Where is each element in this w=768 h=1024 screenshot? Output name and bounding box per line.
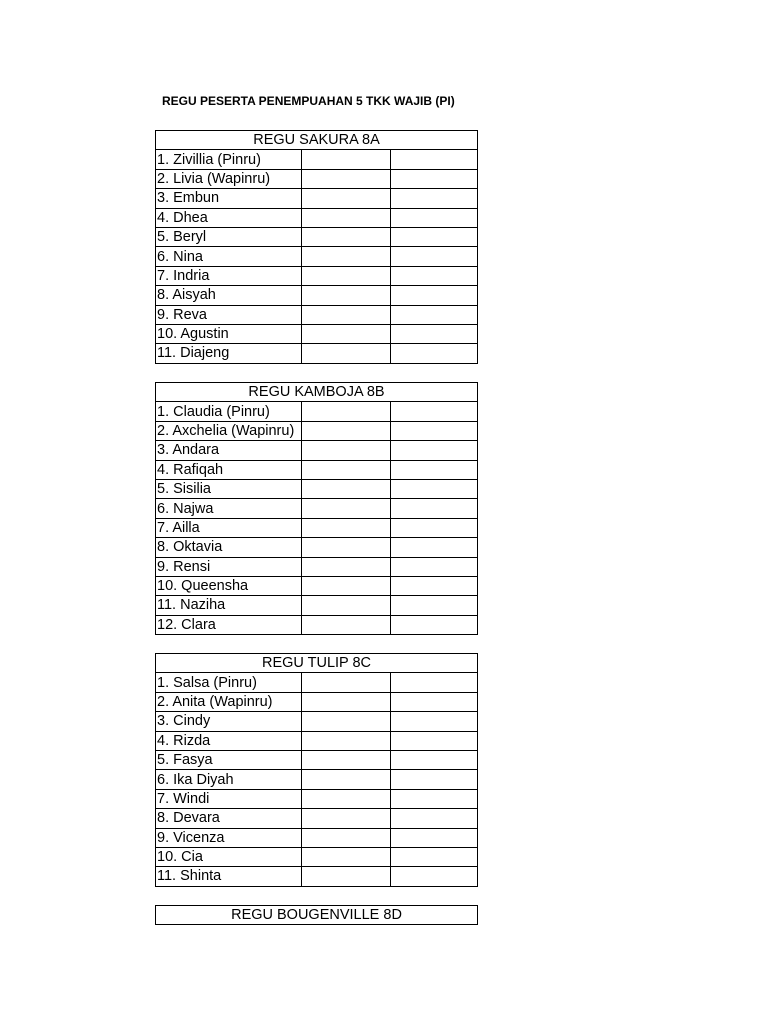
member-name-cell: 6. Ika Diyah bbox=[156, 770, 302, 789]
empty-cell bbox=[302, 538, 391, 557]
member-name-cell: 8. Oktavia bbox=[156, 538, 302, 557]
empty-cell bbox=[302, 557, 391, 576]
empty-cell bbox=[391, 421, 478, 440]
member-name-cell: 6. Nina bbox=[156, 247, 302, 266]
empty-cell bbox=[391, 169, 478, 188]
table-row bbox=[156, 460, 478, 479]
table-row bbox=[156, 266, 478, 285]
regu-table-bougenville bbox=[155, 905, 477, 925]
table-row bbox=[156, 189, 478, 208]
member-name-cell: 8. Devara bbox=[156, 809, 302, 828]
empty-cell bbox=[302, 673, 391, 692]
member-name-cell: 1. Salsa (Pinru) bbox=[156, 673, 302, 692]
member-name-cell: 7. Windi bbox=[156, 789, 302, 808]
table-header-row bbox=[156, 906, 478, 925]
empty-cell bbox=[391, 673, 478, 692]
member-name-cell: 7. Indria bbox=[156, 266, 302, 285]
member-name-cell: 3. Andara bbox=[156, 441, 302, 460]
table-row bbox=[156, 770, 478, 789]
empty-cell bbox=[391, 576, 478, 595]
empty-cell bbox=[391, 286, 478, 305]
table-row bbox=[156, 479, 478, 498]
table-row bbox=[156, 286, 478, 305]
table-row bbox=[156, 615, 478, 634]
regu-table-sakura bbox=[155, 130, 477, 364]
member-name-cell: 4. Dhea bbox=[156, 208, 302, 227]
empty-cell bbox=[302, 421, 391, 440]
empty-cell bbox=[302, 712, 391, 731]
table-row bbox=[156, 731, 478, 750]
empty-cell bbox=[391, 402, 478, 421]
empty-cell bbox=[302, 479, 391, 498]
table-row bbox=[156, 441, 478, 460]
empty-cell bbox=[302, 789, 391, 808]
table-row bbox=[156, 596, 478, 615]
empty-cell bbox=[302, 227, 391, 246]
member-name-cell: 11. Naziha bbox=[156, 596, 302, 615]
empty-cell bbox=[302, 596, 391, 615]
page-title: REGU PESERTA PENEMPUAHAN 5 TKK WAJIB (PI) bbox=[162, 94, 455, 108]
empty-cell bbox=[302, 150, 391, 169]
empty-cell bbox=[302, 286, 391, 305]
member-name-cell: 11. Shinta bbox=[156, 867, 302, 886]
empty-cell bbox=[391, 227, 478, 246]
member-name-cell: 4. Rizda bbox=[156, 731, 302, 750]
empty-cell bbox=[302, 460, 391, 479]
empty-cell bbox=[302, 731, 391, 750]
member-name-cell: 2. Livia (Wapinru) bbox=[156, 169, 302, 188]
empty-cell bbox=[302, 189, 391, 208]
empty-cell bbox=[391, 247, 478, 266]
member-name-cell: 6. Najwa bbox=[156, 499, 302, 518]
empty-cell bbox=[391, 150, 478, 169]
empty-cell bbox=[391, 731, 478, 750]
table-row bbox=[156, 344, 478, 363]
member-name-cell: 2. Anita (Wapinru) bbox=[156, 692, 302, 711]
member-name-cell: 3. Cindy bbox=[156, 712, 302, 731]
empty-cell bbox=[391, 596, 478, 615]
table-row bbox=[156, 305, 478, 324]
table-row bbox=[156, 673, 478, 692]
empty-cell bbox=[391, 460, 478, 479]
empty-cell bbox=[391, 266, 478, 285]
member-name-cell: 8. Aisyah bbox=[156, 286, 302, 305]
empty-cell bbox=[391, 692, 478, 711]
empty-cell bbox=[391, 809, 478, 828]
group-name: REGU TULIP 8C bbox=[156, 654, 478, 673]
table-row bbox=[156, 712, 478, 731]
member-name-cell: 10. Queensha bbox=[156, 576, 302, 595]
table-row bbox=[156, 421, 478, 440]
member-name-cell: 5. Fasya bbox=[156, 750, 302, 769]
table-row bbox=[156, 499, 478, 518]
empty-cell bbox=[302, 344, 391, 363]
table-header-row bbox=[156, 131, 478, 150]
empty-cell bbox=[302, 692, 391, 711]
empty-cell bbox=[302, 208, 391, 227]
member-name-cell: 7. Ailla bbox=[156, 518, 302, 537]
table-row bbox=[156, 247, 478, 266]
table-row bbox=[156, 809, 478, 828]
table-row bbox=[156, 150, 478, 169]
empty-cell bbox=[302, 867, 391, 886]
table-header-row bbox=[156, 383, 478, 402]
member-name-cell: 9. Reva bbox=[156, 305, 302, 324]
empty-cell bbox=[302, 441, 391, 460]
table-row bbox=[156, 692, 478, 711]
member-name-cell: 9. Vicenza bbox=[156, 828, 302, 847]
member-name-cell: 5. Sisilia bbox=[156, 479, 302, 498]
empty-cell bbox=[391, 344, 478, 363]
empty-cell bbox=[391, 557, 478, 576]
table-row bbox=[156, 750, 478, 769]
group-name: REGU KAMBOJA 8B bbox=[156, 383, 478, 402]
empty-cell bbox=[302, 847, 391, 866]
empty-cell bbox=[302, 169, 391, 188]
table-row bbox=[156, 828, 478, 847]
table-row bbox=[156, 324, 478, 343]
member-name-cell: 5. Beryl bbox=[156, 227, 302, 246]
table-header-row bbox=[156, 654, 478, 673]
table-row bbox=[156, 518, 478, 537]
member-name-cell: 4. Rafiqah bbox=[156, 460, 302, 479]
empty-cell bbox=[391, 479, 478, 498]
member-name-cell: 12. Clara bbox=[156, 615, 302, 634]
empty-cell bbox=[302, 809, 391, 828]
empty-cell bbox=[391, 750, 478, 769]
table-row bbox=[156, 169, 478, 188]
empty-cell bbox=[302, 518, 391, 537]
table-row bbox=[156, 208, 478, 227]
empty-cell bbox=[302, 305, 391, 324]
member-name-cell: 11. Diajeng bbox=[156, 344, 302, 363]
empty-cell bbox=[391, 305, 478, 324]
empty-cell bbox=[302, 402, 391, 421]
empty-cell bbox=[302, 770, 391, 789]
empty-cell bbox=[302, 324, 391, 343]
member-name-cell: 1. Claudia (Pinru) bbox=[156, 402, 302, 421]
empty-cell bbox=[391, 615, 478, 634]
empty-cell bbox=[302, 499, 391, 518]
empty-cell bbox=[391, 499, 478, 518]
empty-cell bbox=[391, 441, 478, 460]
empty-cell bbox=[302, 247, 391, 266]
table-row bbox=[156, 402, 478, 421]
member-name-cell: 10. Agustin bbox=[156, 324, 302, 343]
member-name-cell: 9. Rensi bbox=[156, 557, 302, 576]
member-name-cell: 3. Embun bbox=[156, 189, 302, 208]
empty-cell bbox=[391, 828, 478, 847]
member-name-cell: 1. Zivillia (Pinru) bbox=[156, 150, 302, 169]
empty-cell bbox=[391, 847, 478, 866]
empty-cell bbox=[302, 750, 391, 769]
empty-cell bbox=[302, 266, 391, 285]
group-name: REGU BOUGENVILLE 8D bbox=[156, 906, 478, 925]
empty-cell bbox=[391, 518, 478, 537]
empty-cell bbox=[391, 324, 478, 343]
empty-cell bbox=[302, 576, 391, 595]
table-row bbox=[156, 227, 478, 246]
regu-table-kamboja bbox=[155, 382, 477, 635]
empty-cell bbox=[391, 712, 478, 731]
table-row bbox=[156, 847, 478, 866]
empty-cell bbox=[302, 615, 391, 634]
empty-cell bbox=[391, 789, 478, 808]
empty-cell bbox=[302, 828, 391, 847]
member-name-cell: 2. Axchelia (Wapinru) bbox=[156, 421, 302, 440]
table-row bbox=[156, 557, 478, 576]
member-name-cell: 10. Cia bbox=[156, 847, 302, 866]
empty-cell bbox=[391, 538, 478, 557]
table-row bbox=[156, 789, 478, 808]
table-row bbox=[156, 538, 478, 557]
empty-cell bbox=[391, 189, 478, 208]
group-name: REGU SAKURA 8A bbox=[156, 131, 478, 150]
regu-table-tulip bbox=[155, 653, 477, 887]
empty-cell bbox=[391, 208, 478, 227]
table-row bbox=[156, 576, 478, 595]
table-row bbox=[156, 867, 478, 886]
empty-cell bbox=[391, 867, 478, 886]
empty-cell bbox=[391, 770, 478, 789]
